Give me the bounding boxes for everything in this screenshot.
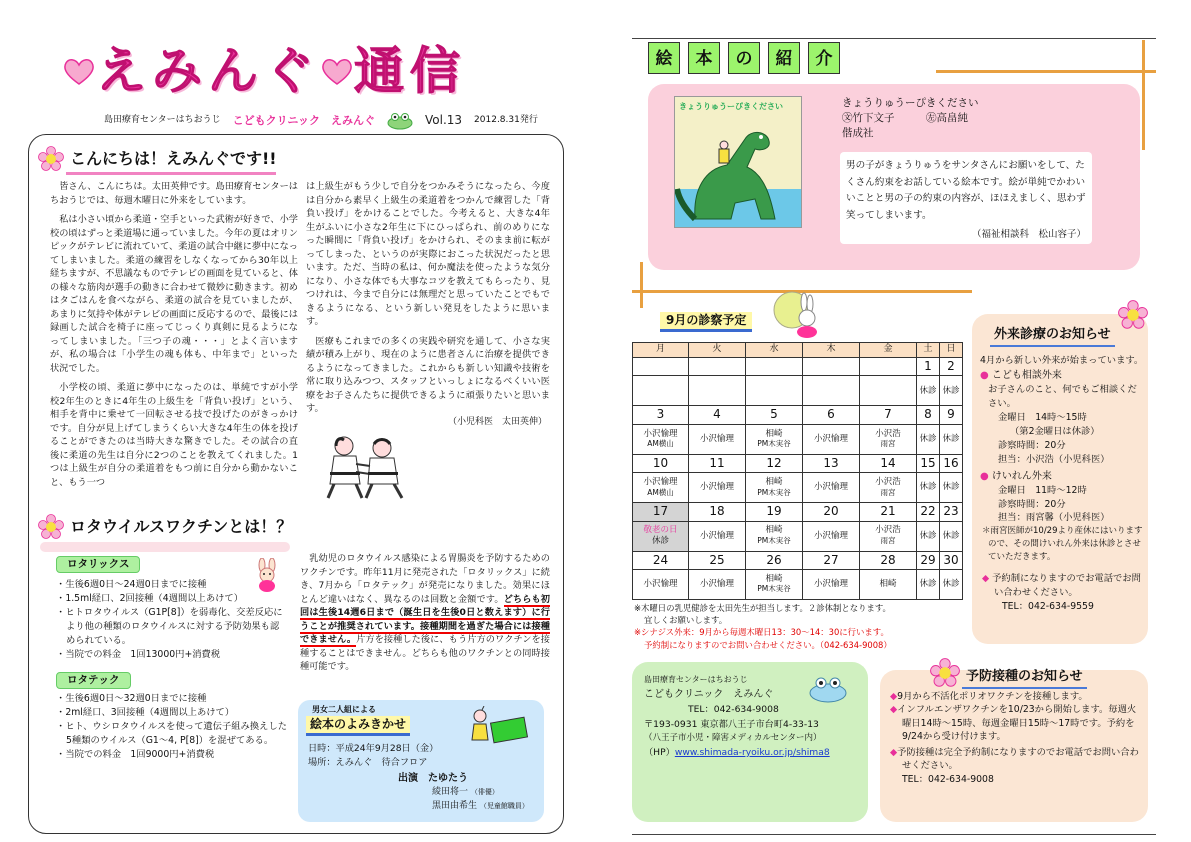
orange-corner-line xyxy=(1142,40,1145,150)
calendar-doctor: 小沢愉理 xyxy=(633,569,689,599)
calendar-note: ※シナジス外来：9月から毎週木曜日13：30〜14：30に行います。 xyxy=(634,627,889,638)
yomikikase-date: 日時：平成24年9月28日（金） xyxy=(308,743,439,754)
calendar-date: 3 xyxy=(633,406,689,424)
weekday-header: 木 xyxy=(803,343,860,358)
holiday-label: 敬老の日 xyxy=(643,525,678,536)
volume-number: Vol.13 xyxy=(425,113,463,128)
calendar-date: 12 xyxy=(746,454,803,472)
gairai-heading-text: 外来診療のお知らせ xyxy=(990,326,1115,347)
calendar-doctor xyxy=(803,376,860,406)
orange-corner-line xyxy=(936,70,1156,73)
rotarix-label xyxy=(56,556,140,573)
calendar-doctor xyxy=(860,376,917,406)
hello-heading xyxy=(38,146,277,172)
flower-icon xyxy=(38,514,64,540)
hello-paragraph: は上級生がもう少しで自分をつかみそうになったら、今度は自分から素早く上級生の柔道着をつかんで練習した「背負い投げ」をかけることでした。今考えると、大きな4年生がふいに小さな2年生に下にひっぱられ、前のめりになった瞬間に「背負い投げ」をかけられ、そのまま前に転がってしまった、というのが実際におこった状況だったと思います。ただ、当時の私は、何か魔法を使ったような気分になり、小さな体でも大事なコツを教えてもらったり、見つけれは、今まで自分には無理だと思っていたことでもできるようになる、という新しい発見をしたように思います。 xyxy=(306,181,550,328)
ehon-heading-char: 本 xyxy=(688,42,720,74)
calendar-doctor: 休診 xyxy=(940,521,963,551)
rota-heading xyxy=(38,514,292,540)
list-item: ・生後6週0日〜24週0日までに接種 xyxy=(56,579,207,590)
performer-name: 黒田由希生 xyxy=(432,800,478,811)
judo-illustration xyxy=(322,432,408,500)
gairai-item-title: こども相談外来 xyxy=(991,369,1062,381)
clinic-name: こどもクリニック えみんぐ xyxy=(232,114,375,128)
calendar-doctor xyxy=(746,376,803,406)
issue-date: 2012.8.31発行 xyxy=(474,115,538,126)
holiday-closed: 休診 xyxy=(651,536,669,547)
calendar-date: 17 xyxy=(633,503,689,521)
calendar-date: 6 xyxy=(803,406,860,424)
calendar-date: 9 xyxy=(940,406,963,424)
yobo-heading-text: 予防接種のお知らせ xyxy=(962,668,1087,689)
homepage-link[interactable]: www.shimada-ryoiku.or.jp/shima8 xyxy=(674,746,830,758)
weekday-header: 土 xyxy=(917,343,940,358)
contact-hp-label: （HP） xyxy=(644,746,675,758)
hello-signature: （小児科医 太田英伸） xyxy=(448,417,548,427)
rota-heading-text: ロタウイルスワクチンとは！？ xyxy=(70,517,293,537)
calendar-doctor: 休診 xyxy=(917,424,940,454)
calendar-doctor: 休診 xyxy=(940,569,963,599)
calendar-date: 11 xyxy=(689,454,746,472)
contact-tel: TEL：042-634-9008 xyxy=(688,703,779,715)
contact-address: 〒193-0931 東京都八王子市台町4-33-13 xyxy=(644,718,819,730)
yomikikase-place: 場所：えみんぐ 待合フロア xyxy=(308,756,428,768)
calendar-date: 13 xyxy=(803,454,860,472)
calendar-date: 25 xyxy=(689,551,746,569)
dinosaur-icon xyxy=(675,119,802,228)
list-item: ・当院での料金 1回13000円+消費税 xyxy=(56,648,221,660)
hello-paragraph: 小学校の頃、柔道に夢中になったのは、単純ですが小学校2年生のときに4年生の上級生を「背負い投げ」という、相手を背中に乗せて一回転させる技で投げたのがきっかけです。自分が見上げてしまうくらい大きな4年生の体を投げることができたのは当時大きな驚きでした。その試合の直後に柔道の先生は自分に2つのことを教えてくれました。1つは上級生が自分の柔道着をもつ前に自分から動かないこと、もう一つ xyxy=(50,382,298,488)
yomikikase-details xyxy=(308,742,438,770)
book-illustrator: ㊧高畠純 xyxy=(926,112,968,125)
calendar-doctor: 休診 xyxy=(940,424,963,454)
book-publisher: 偕成社 xyxy=(842,127,874,140)
calendar-date: 23 xyxy=(940,503,963,521)
ehon-heading xyxy=(648,42,840,74)
calendar-doctor: 小沢愉理 xyxy=(689,473,746,503)
hello-column-1 xyxy=(50,180,298,495)
hello-heading-text: こんにちは！えみんぐです!! xyxy=(70,149,277,169)
calendar-doctor xyxy=(689,376,746,406)
calendar-doctor xyxy=(633,376,689,406)
hello-column-2 xyxy=(306,180,550,422)
calendar-table xyxy=(632,342,963,600)
gairai-tel: TEL：042-634-9559 xyxy=(1002,600,1094,612)
calendar-date: 16 xyxy=(940,454,963,472)
calendar-notes xyxy=(634,602,954,651)
book-cover-image xyxy=(674,96,802,228)
calendar-doctor: 小沢浩 雨宮 xyxy=(860,424,917,454)
calendar-date: 28 xyxy=(860,551,917,569)
yobo-item: ◆インフルエンザワクチンを10/23から開始します。毎週火曜日14時〜15時、毎週金曜日15時〜17時です。予約を9/24から受け付けます。 xyxy=(890,704,1137,743)
calendar-date: 7 xyxy=(860,406,917,424)
calendar-date xyxy=(860,358,917,376)
book-review: 男の子がきょうりゅうをサンタさんにお願いをして、たくさん約束をお話している絵本です。絵が単純でかわいいことと男の子の約束の内容が、ほほえましく、思わず笑ってしまいます。 xyxy=(846,160,1086,221)
calendar-doctor: 小沢愉理 xyxy=(803,569,860,599)
frog-icon xyxy=(387,112,413,130)
calendar-date: 26 xyxy=(746,551,803,569)
calendar-doctor: 相崎 xyxy=(860,569,917,599)
calendar-doctor: 休診 xyxy=(917,473,940,503)
calendar-doctor: 休診 xyxy=(940,376,963,406)
list-item: ・生後6週0日〜32週0日までに接種 xyxy=(56,693,207,704)
calendar-note: 予約制になりますのでお問い合わせください。（042-634-9008） xyxy=(644,639,892,650)
contact-clinic: こどもクリニック えみんぐ xyxy=(644,688,774,700)
rota-body xyxy=(300,552,550,674)
gairai-item-duration: 診察時間：20分 xyxy=(998,439,1066,451)
bottom-rule xyxy=(632,834,1156,835)
book-info xyxy=(842,96,979,142)
calendar-date: 5 xyxy=(746,406,803,424)
newsletter-title xyxy=(62,40,466,102)
calendar-date xyxy=(746,358,803,376)
book-title: きょうりゅうーぴきください xyxy=(842,97,979,109)
weekday-header: 日 xyxy=(940,343,963,358)
center-name: 島田療育センターはちおうじ xyxy=(104,115,221,126)
yomikikase-cast: 出演 たゆたう xyxy=(398,773,468,784)
yomikikase-pre: 男女二人組による xyxy=(312,705,376,714)
list-item: ・2ml経口、3回接種（4週間以上あけて） xyxy=(56,706,235,718)
calendar-doctor: 小沢愉理 xyxy=(689,521,746,551)
weekday-header: 火 xyxy=(689,343,746,358)
calendar-date: 24 xyxy=(633,551,689,569)
gairai-item-doctor: 担当：雨宮馨（小児科医） xyxy=(998,512,1110,524)
weekday-header: 金 xyxy=(860,343,917,358)
rota-body-c: 片方を接種した後に、もう片方のワクチンを接種することはできません。どちらも他のワクチンとの同時接種可能です。 xyxy=(300,634,550,673)
header-subline xyxy=(104,112,584,130)
hello-paragraph: 私は小さい頃から柔道・空手といった武術が好きで、小学校の頃はずっと柔道場に通っていました。今年の夏はオリンピックがテレビに流れていて、柔道の試合中継に夢中になってしまいました。柔道の練習をしなくなってから30年以上経ちますが、不思議なものでテレビの画面を見ていると、体の様々な筋肉が選手の動きに合わせて微妙に動きます。初めはタごはんを食べながら、柔道の試合を見ていましたが、あまりに気持や体がテレビの画面に反応するので、最後には録画した試合を椅子に座ってじっくり真剣に見るようになってしまいました。「三つ子の魂・・・」とよく言いますが、私の場合は「小学生の魂も体も、中年まで」といった状況でした。 xyxy=(50,214,298,374)
performer-role: （児童館職員） xyxy=(479,801,529,810)
gairai-item-title: けいれん外来 xyxy=(991,470,1052,482)
hello-heading-underline xyxy=(66,172,276,175)
calendar-date: 20 xyxy=(803,503,860,521)
yobo-content xyxy=(890,690,1144,786)
ehon-heading-char: の xyxy=(728,42,760,74)
moon-rabbit-icon xyxy=(770,288,822,338)
weekday-header: 水 xyxy=(746,343,803,358)
rotarix-list xyxy=(56,578,288,662)
gairai-item-note: （第2金曜日は休診） xyxy=(1010,425,1100,437)
calendar-doctor: 小沢愉理 xyxy=(689,569,746,599)
calendar-date: 30 xyxy=(940,551,963,569)
calendar-date: 1 xyxy=(917,358,940,376)
rota-body-important: どちらも初回は生後14週6日まで（誕生日を生後0日と数えます）に行うことが推奨されています。接種期間を過ぎた場合には接種できません。 xyxy=(300,593,550,646)
rota-body-a: 乳幼児のロタウイルス感染による胃腸炎を予防するためのワクチンです。昨年11月に発売された「ロタリックス」に続き、7月から「ロタテック」が発売になりました。効果にほとんど違いはなく、異なるのは回数と金額です。 xyxy=(300,553,550,605)
rotarix-label-text: ロタリックス xyxy=(56,556,140,573)
book-review-signature: （福祉相談科 松山容子） xyxy=(972,229,1087,240)
calendar-doctor: 休診 xyxy=(917,376,940,406)
calendar-date: 22 xyxy=(917,503,940,521)
gairai-heading xyxy=(990,326,1115,347)
calendar-doctor: 小沢愉理 xyxy=(689,424,746,454)
heart-icon xyxy=(62,56,96,86)
yobo-item: ◆予防接種は完全予約制になりますのでお電話でお問い合わせください。 xyxy=(890,746,1139,772)
calendar-doctor: 相崎 PM木実谷 xyxy=(746,473,803,503)
contact-center: 島田療育センターはちおうじ xyxy=(644,675,748,684)
book-cover-title: きょうりゅうーぴきください xyxy=(679,102,783,111)
gairai-item-time: 金曜日 11時〜12時 xyxy=(998,484,1087,496)
ehon-heading-char: 紹 xyxy=(768,42,800,74)
title-part1: えみんぐ xyxy=(96,42,320,100)
calendar-date: 8 xyxy=(917,406,940,424)
calendar-date: 4 xyxy=(689,406,746,424)
gairai-item-duration: 診察時間：20分 xyxy=(998,498,1066,510)
calendar-doctor: 休診 xyxy=(917,521,940,551)
list-item: ・1.5ml経口、2回接種（4週間以上あけて） xyxy=(56,592,244,604)
calendar-date xyxy=(633,358,689,376)
yobo-heading xyxy=(962,668,1087,689)
flower-icon xyxy=(930,658,960,688)
calendar-doctor: 小沢浩 雨宮 xyxy=(860,521,917,551)
performer-role: （俳優） xyxy=(470,788,499,796)
calendar-doctor: 休診 xyxy=(940,473,963,503)
yomikikase-performers xyxy=(432,786,529,813)
calendar-doctor xyxy=(633,521,689,551)
gairai-item-time: 金曜日 14時〜15時 xyxy=(998,411,1087,423)
calendar-date: 2 xyxy=(940,358,963,376)
title-part2: 通信 xyxy=(354,42,466,100)
calendar-doctor: 小沢愉理 xyxy=(803,424,860,454)
gairai-intro: 4月から新しい外来が始まっています。 xyxy=(980,355,1144,366)
calendar-date: 14 xyxy=(860,454,917,472)
calendar-note: 宜しくお願いします。 xyxy=(644,615,728,626)
gairai-item-doctor: 担当：小沢浩（小児科医） xyxy=(998,453,1110,465)
gairai-item-desc: お子さんのこと、何でもご相談ください。 xyxy=(988,383,1137,409)
rotateq-label-text: ロタテック xyxy=(56,672,131,689)
calendar-date: 21 xyxy=(860,503,917,521)
calendar-date: 29 xyxy=(917,551,940,569)
calendar-date: 19 xyxy=(746,503,803,521)
rotateq-label xyxy=(56,672,131,689)
calendar-doctor: 小沢愉理 AM横山 xyxy=(633,424,689,454)
rotateq-list xyxy=(56,692,288,762)
rota-divider xyxy=(40,542,290,552)
orange-corner-line xyxy=(640,262,643,308)
list-item: ・ヒトロタウイルス（G1P[8]）を弱毒化、交差反応により他の種類のロタウイルスに対する予防効果も認められている。 xyxy=(56,606,283,646)
calendar-date: 15 xyxy=(917,454,940,472)
flower-icon xyxy=(38,146,64,172)
heart-icon xyxy=(320,56,354,86)
gairai-reserve: 予約制になりますのでお電話でお問い合わせください。 xyxy=(992,572,1141,598)
book-reading-icon xyxy=(468,706,530,746)
yobo-tel: TEL：042-634-9008 xyxy=(902,773,994,785)
book-author: ㉆竹下文子 xyxy=(842,112,895,125)
weekday-header: 月 xyxy=(633,343,689,358)
calendar-date xyxy=(803,358,860,376)
calendar-doctor: 小沢愉理 xyxy=(803,521,860,551)
yomikikase-title: 絵本のよみきかせ xyxy=(306,716,410,736)
calendar-doctor: 相崎 PM木実谷 xyxy=(746,569,803,599)
calendar-note: ※木曜日の乳児健診を太田先生が担当します。２診体制となります。 xyxy=(634,603,891,613)
calendar-doctor: 相崎 PM木実谷 xyxy=(746,521,803,551)
ehon-heading-char: 介 xyxy=(808,42,840,74)
gairai-content: 4月から新しい外来が始まっています。 ● こども相談外来 お子さんのこと、何でもご相談ください。 金曜日 14時〜15時 （第2金曜日は休診） 診察時間：20分 担当：小沢浩（小児科医） ● けいれん外来 金曜日 11時〜12時 診察時間：20分 担当：雨宮馨（小児科医） ＊雨宮医師が10/29より産休にはいりますので、その間けいれん外来は休診とさせていただきます。 ◆ 予約制になりますのでお電話でお問い合わせください。 TEL：042-634-9559 xyxy=(980,355,1144,612)
ehon-heading-char: 絵 xyxy=(648,42,680,74)
frog-icon xyxy=(808,674,848,704)
calendar-doctor: 休診 xyxy=(917,569,940,599)
top-rule xyxy=(632,38,1156,39)
calendar-date xyxy=(689,358,746,376)
hello-paragraph: 皆さん、こんにちは。太田英伸です。島田療育センターはちおうじでは、毎週木曜日に外来をしています。 xyxy=(50,181,298,206)
gairai-item-note: ＊雨宮医師が10/29より産休にはいりますので、その間けいれん外来は休診とさせていただきます。 xyxy=(982,526,1143,562)
calendar-doctor: 小沢浩 雨宮 xyxy=(860,473,917,503)
list-item: ・当院での料金 1回9000円+消費税 xyxy=(56,748,215,760)
calendar-date: 10 xyxy=(633,454,689,472)
contact-building: （八王子市小児・障害メディカルセンター内） xyxy=(644,733,822,744)
performer-name: 綾田将一 xyxy=(432,787,469,797)
list-item: ・ヒト、ウシロタウイルスを使って遺伝子組み換えした5種類のウイルス（G1〜4, P[8]）を混ぜてある。 xyxy=(56,720,288,746)
calendar-doctor: 小沢愉理 AM横山 xyxy=(633,473,689,503)
calendar-heading: 9月の診察予定 xyxy=(660,312,752,332)
hello-paragraph: 医療もこれまでの多くの実践や研究を通して、小さな実績が積み上がり、現在のように患者さんに治療を提供できるようになってきました。これからも新しい知識や技術を常に取り込みつつ、スタッフといっしょになるべくいい医療をお子さんたちに提供できるように頑張りたいと思います。 xyxy=(306,335,550,415)
calendar-date: 18 xyxy=(689,503,746,521)
calendar-doctor: 相崎 PM木実谷 xyxy=(746,424,803,454)
yobo-item: ◆9月から不活化ポリオワクチンを接種します。 xyxy=(890,691,1088,702)
flower-icon xyxy=(1118,300,1148,330)
calendar-date: 27 xyxy=(803,551,860,569)
calendar-doctor: 小沢愉理 xyxy=(803,473,860,503)
